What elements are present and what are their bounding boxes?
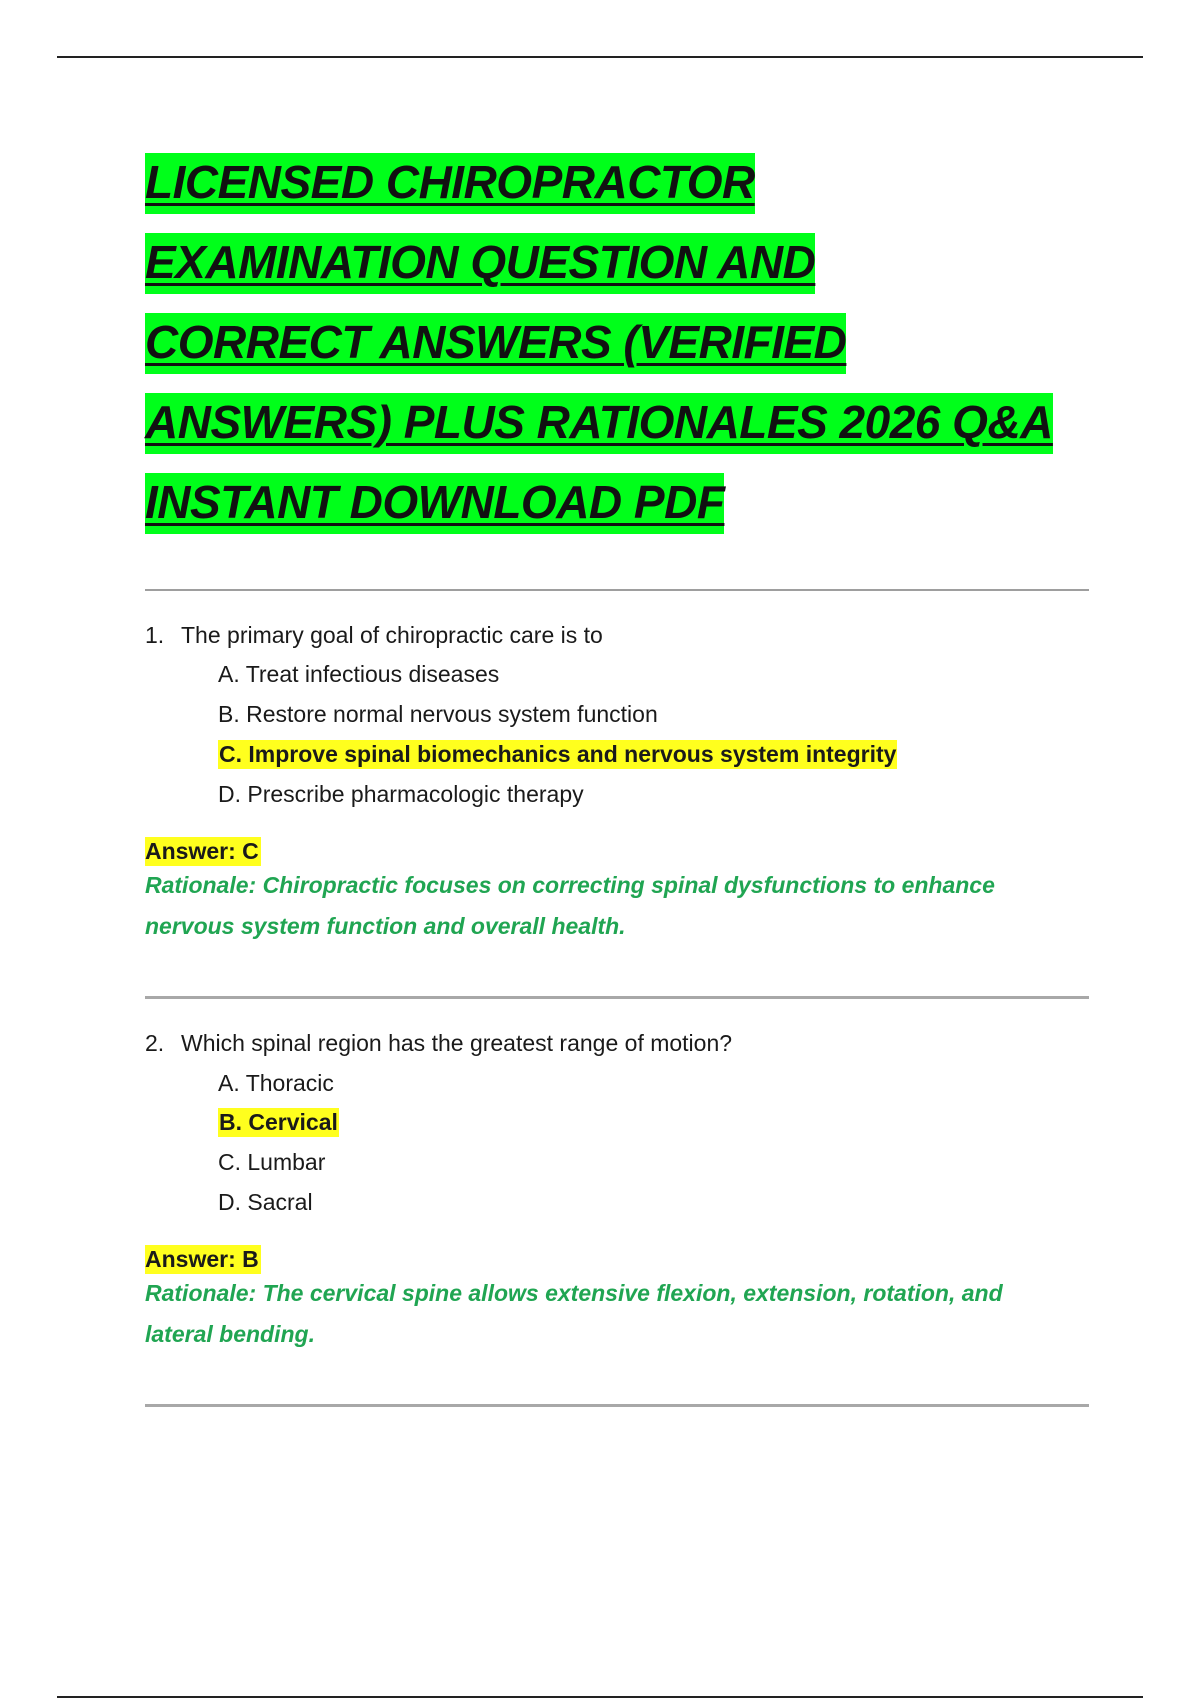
option-b-correct: B. Cervical (219, 1109, 338, 1135)
answer-label: Answer: B (145, 1246, 259, 1272)
section-divider (145, 996, 1089, 999)
title-line: CORRECT ANSWERS (VERIFIED (145, 302, 1105, 382)
question-stem (145, 1028, 733, 1058)
section-divider (145, 589, 1089, 591)
document-title (145, 142, 1105, 542)
page-bottom-rule (57, 1696, 1143, 1698)
title-line: LICENSED CHIROPRACTOR (145, 142, 1105, 222)
option-b: B. Restore normal nervous system function (218, 701, 658, 727)
section-divider (145, 1404, 1089, 1407)
question-stem (145, 620, 603, 650)
title-line: INSTANT DOWNLOAD PDF (145, 462, 1105, 542)
option-c: C. Lumbar (218, 1149, 326, 1175)
page-top-rule (57, 56, 1143, 58)
option-c-correct: C. Improve spinal biomechanics and nervous system integrity (219, 741, 897, 767)
rationale-text: Rationale: The cervical spine allows extensive flexion, extension, rotation, and lateral bending. (145, 1280, 1003, 1347)
question-number: 1. (145, 622, 165, 648)
title-line: EXAMINATION QUESTION AND (145, 222, 1105, 302)
option-d: D. Sacral (218, 1189, 313, 1215)
answer-label: Answer: C (145, 838, 259, 864)
option-a: A. Treat infectious diseases (218, 661, 500, 687)
question-text: Which spinal region has the greatest range of motion? (181, 1030, 733, 1056)
rationale-text: Rationale: Chiropractic focuses on correcting spinal dysfunctions to enhance nervous system function and overall health. (145, 872, 995, 939)
option-a: A. Thoracic (218, 1070, 334, 1096)
question-number: 2. (145, 1030, 165, 1056)
title-line: ANSWERS) PLUS RATIONALES 2026 Q&A (145, 382, 1105, 462)
option-d: D. Prescribe pharmacologic therapy (218, 781, 584, 807)
question-text: The primary goal of chiropractic care is to (181, 622, 603, 648)
